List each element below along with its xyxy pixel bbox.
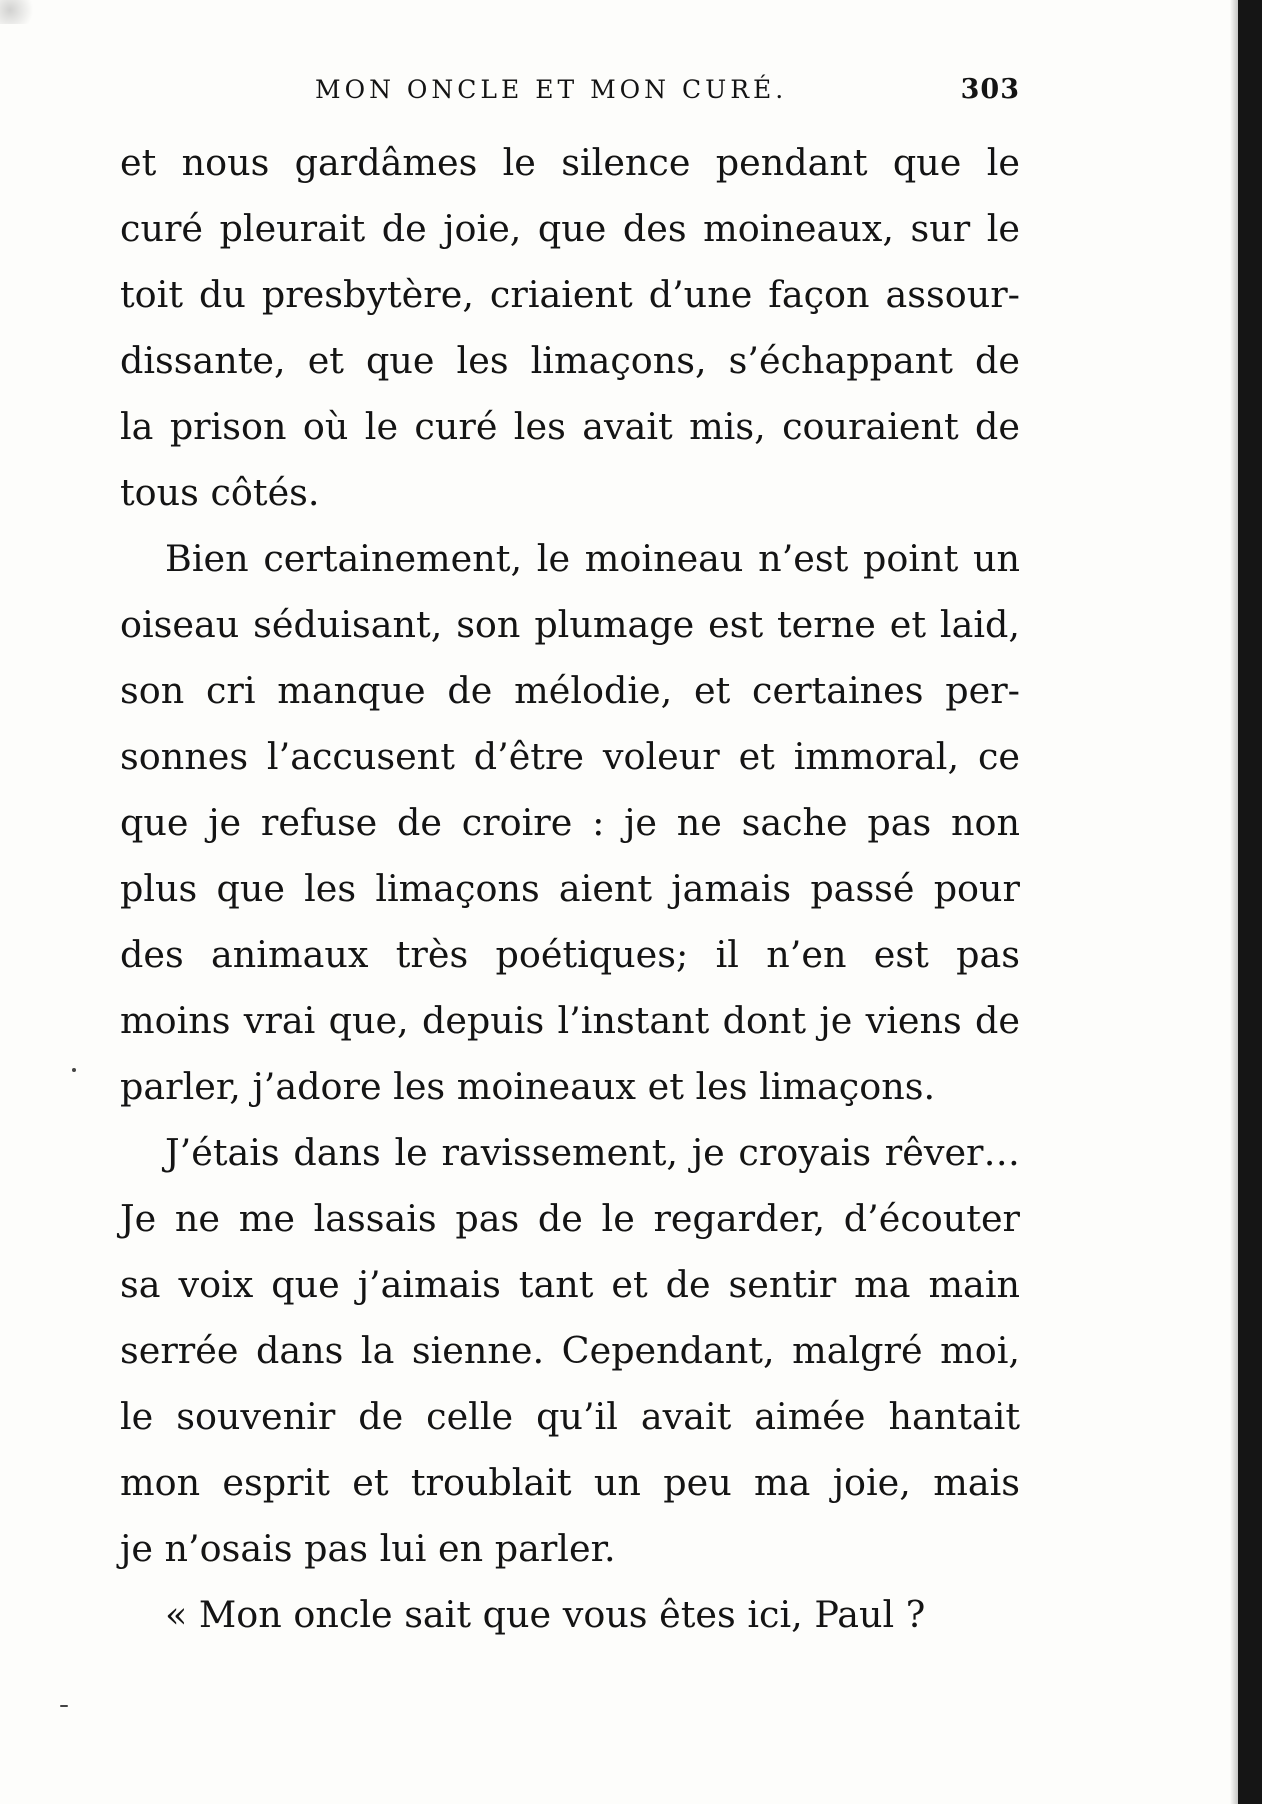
scan-edge <box>1238 0 1262 1804</box>
text-line: je n’osais pas lui en parler. <box>120 1527 616 1570</box>
text-line: Bien certainement, le moineau n’est point un <box>165 537 1020 580</box>
text-line: moins vrai que, depuis l’instant dont je viens de <box>120 999 1020 1042</box>
text-line: oiseau séduisant, son plumage est terne et laid, <box>120 603 1020 646</box>
text-line: dissante, et que les limaçons, s’échappant de <box>120 339 1020 382</box>
text-line: que je refuse de croire : je ne sache pas non <box>120 801 1020 844</box>
running-title: MON ONCLE ET MON CURÉ. <box>315 75 788 104</box>
page-number: 303 <box>960 74 1020 105</box>
text-line: serrée dans la sienne. Cependant, malgré moi, <box>120 1329 1020 1372</box>
text-line: son cri manque de mélodie, et certaines per- <box>120 669 1020 712</box>
corner-stain <box>0 0 40 24</box>
text-line: sonnes l’accusent d’être voleur et immoral, ce <box>120 735 1020 778</box>
text-line: curé pleurait de joie, que des moineaux, sur le <box>120 207 1020 250</box>
text-line: la prison où le curé les avait mis, couraient de <box>120 405 1020 448</box>
body-text <box>120 130 1020 1648</box>
text-line: Je ne me lassais pas de le regarder, d’écouter <box>120 1197 1020 1240</box>
binding-shadow <box>1230 0 1238 1804</box>
text-line: tous côtés. <box>120 471 320 514</box>
running-head <box>120 68 1020 112</box>
text-line: toit du presbytère, criaient d’une façon assour- <box>120 273 1020 316</box>
text-line: le souvenir de celle qu’il avait aimée hantait <box>120 1395 1020 1438</box>
text-line: mon esprit et troublait un peu ma joie, mais <box>120 1461 1020 1504</box>
text-line: et nous gardâmes le silence pendant que le <box>120 141 1020 184</box>
text-line: des animaux très poétiques; il n’en est pas <box>120 933 1020 976</box>
paper-speck <box>72 1068 76 1072</box>
text-line: sa voix que j’aimais tant et de sentir ma main <box>120 1263 1020 1306</box>
text-line: plus que les limaçons aient jamais passé pour <box>120 867 1020 910</box>
text-line: « Mon oncle sait que vous êtes ici, Paul ? <box>165 1593 926 1636</box>
text-line: J’étais dans le ravissement, je croyais rêver… <box>165 1131 1020 1174</box>
text-line: parler, j’adore les moineaux et les limaçons. <box>120 1065 936 1108</box>
paper-speck <box>60 1705 68 1707</box>
